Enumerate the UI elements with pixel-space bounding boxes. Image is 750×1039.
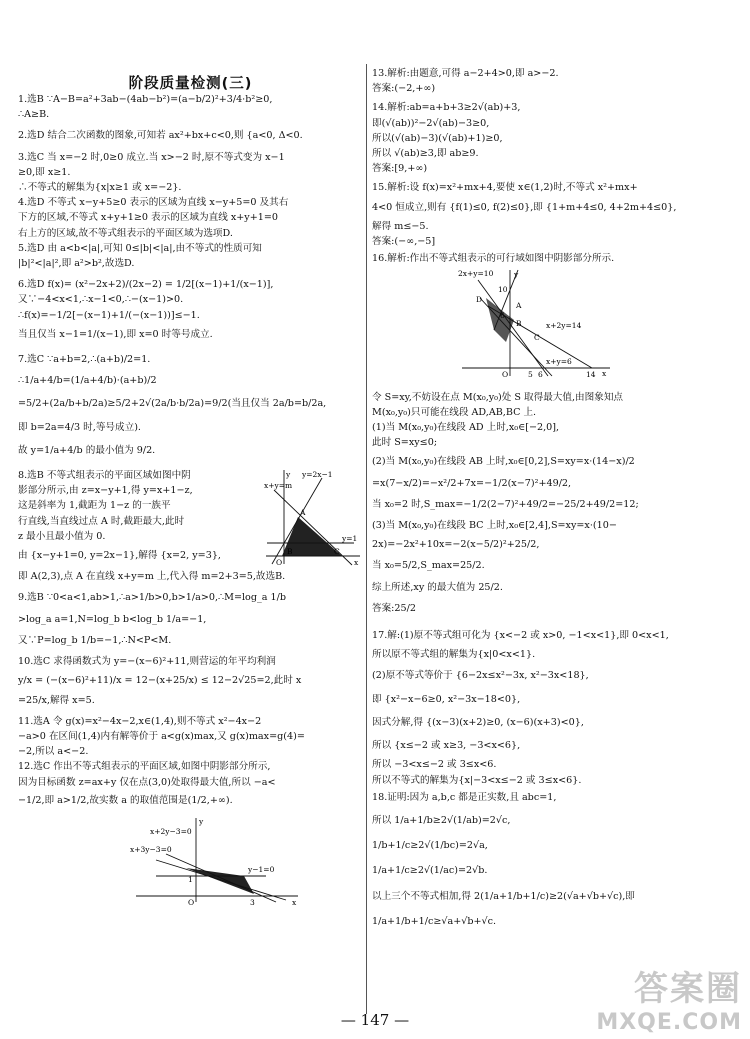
text-line: 7.选C ∵a+b=2,∴(a+b)/2=1.: [18, 354, 151, 366]
text-line: 即 b=2a=4/3 时,等号成立).: [18, 421, 141, 433]
fig8-label-A: A: [300, 508, 306, 518]
text-line: 2.选D 结合二次函数的图象,可知若 ax²+bx+c<0,则 {a<0, Δ<0.: [18, 130, 303, 142]
answer-6: [18, 277, 363, 342]
fig12-label-y: y: [199, 816, 204, 826]
text-line: y/x = (−(x−6)²+11)/x = 12−(x+25/x) ≤ 12−2√25=2,此时 x: [18, 675, 302, 687]
text-line: 10.选C 求得函数式为 y=−(x−6)²+11,则营运的年平均利润: [18, 656, 276, 668]
text-line: 16.解析:作出不等式组表示的可行域如图中阴影部分所示.: [372, 253, 615, 265]
text-line: 这是斜率为 1,截距为 1−z 的一族平: [18, 500, 171, 512]
fig16-label-6b: 6: [538, 370, 543, 380]
text-line: ≥0,即 x≥1.: [18, 166, 71, 178]
page-number: — 147 —: [340, 1011, 410, 1029]
fig16-label-line3: x+y=6: [546, 357, 572, 367]
text-line: 1/b+1/c≥2√(1/bc)=2√a,: [372, 840, 488, 852]
fig16-label-C: C: [534, 333, 540, 343]
text-line: 9.选B ∵0<a<1,ab>1,∴a>1/b>0,b>1/a>0,∴M=log_a 1/b: [18, 592, 287, 604]
answer-14: [372, 100, 734, 176]
fig8-label-line1: y=2x−1: [302, 470, 333, 480]
text-line: 令 S=xy,不妨设在点 M(x₀,y₀)处 S 取得最大值,由图象知点: [372, 391, 624, 403]
text-line: 13.解析:由题意,可得 a−2+4>0,即 a>−2.: [372, 68, 559, 79]
text-line: 5.选D 由 a<b<|a|,可知 0≤|b|<|a|,由不等式的性质可知: [18, 242, 262, 254]
text-line: (2)原不等式等价于 {6−2x≤x²−3x, x²−3x<18},: [372, 670, 589, 682]
text-line: −1/2,即 a>1/2,故实数 a 的取值范围是(1/2,+∞).: [18, 794, 233, 806]
text-line: 3.选C 当 x=−2 时,0≥0 成立.当 x>−2 时,原不等式变为 x−1: [18, 151, 285, 163]
text-line: (2)当 M(x₀,y₀)在线段 AB 上时,x₀∈[0,2],S=xy=x·(14−x)/2: [372, 456, 635, 468]
text-line: 即 A(2,3),点 A 在直线 x+y=m 上,代入得 m=2+3=5,故选B.: [18, 571, 286, 583]
text-line: ∴1/a+4/b=(1/a+4/b)·(a+b)/2: [18, 375, 157, 387]
text-line: 综上所述,xy 的最大值为 25/2.: [372, 581, 503, 593]
text-line: 所以不等式的解集为{x|−3<x≤−2 或 3≤x<6}.: [372, 774, 582, 786]
watermark-logo: 答案圈: [634, 969, 742, 1009]
fig8-label-C: C: [334, 547, 340, 557]
column-divider: [366, 64, 367, 1014]
fig8-label-line2: x+y=m: [264, 481, 293, 491]
fig16-label-D: D: [476, 295, 483, 305]
answer-11: [18, 714, 363, 760]
text-line: =25/x,解得 x=5.: [18, 694, 95, 706]
text-line: 当 x₀=2 时,S_max=−1/2(2−7)²+49/2=−25/2+49/2=12;: [372, 498, 639, 510]
text-line: =x(7−x/2)=−x²/2+7x=−1/2(x−7)²+49/2,: [372, 477, 572, 489]
fig16-label-14: 14: [586, 370, 596, 380]
fig16-label-y: y: [514, 270, 519, 280]
figure-12-region-graph: [126, 814, 306, 906]
text-line: ∴不等式的解集为{x|x≥1 或 x=−2}.: [18, 182, 182, 194]
answer-16: [372, 251, 734, 389]
text-line: 所以 −3<x≤−2 或 3≤x<6.: [372, 759, 497, 771]
text-line: ∴A≥B.: [18, 109, 50, 121]
text-line: 12.选C 作出不等式组表示的平面区域,如图中阴影部分所示,: [18, 761, 271, 773]
left-column: [18, 92, 363, 911]
text-line: −2,所以 a<−2.: [18, 746, 89, 758]
watermark: [596, 961, 742, 1035]
text-line: z 最小且最小值为 0.: [18, 530, 106, 542]
text-line: 此时 S=xy≤0;: [372, 437, 438, 449]
text-line: 8.选B 不等式组表示的平面区域如图中阴: [18, 470, 191, 482]
text-line: >log_a a=1,N=log_b b<log_b 1/a=−1,: [18, 613, 207, 625]
text-line: 所以 1/a+1/b≥2√(1/ab)=2√c,: [372, 814, 511, 826]
fig16-label-B: B: [516, 319, 522, 329]
text-line: 2x)=−2x²+10x=−2(x−5/2)²+25/2,: [372, 539, 540, 551]
fig8-label-x: x: [354, 558, 359, 568]
text-line: =5/2+(2a/b+b/2a)≥5/2+2√(2a/b·b/2a)=9/2(当且仅当 2a/b=b/2a,: [18, 398, 327, 410]
fig16-label-A: A: [516, 301, 522, 311]
fig16-label-line1: 2x+y=10: [458, 269, 494, 279]
answer-4: [18, 195, 363, 241]
fig12-label-O: O: [188, 897, 195, 906]
fig16-label-6: 6: [500, 311, 505, 321]
answer-9: [18, 590, 363, 648]
answer-7: [18, 352, 363, 458]
text-line: 1.选B ∵A−B=a²+3ab−(4ab−b²)=(a−b/2)²+3/4·b²≥0,: [18, 94, 273, 105]
fig8-label-O: O: [276, 558, 283, 568]
answer-3: [18, 150, 363, 196]
text-line: 又∵P=log_b 1/b=−1,∴N<P<M.: [18, 634, 172, 646]
answer-17: [372, 628, 734, 788]
text-line: 下方的区域,不等式 x+y+1≥0 表示的区域为直线 x+y+1=0: [18, 212, 279, 224]
text-line: 4<0 恒成立,则有 {f(1)≤0, f(2)≤0},即 {1+m+4≤0, 4+2m+4≤0},: [372, 201, 677, 213]
text-line: 答案:(−2,+∞): [372, 83, 436, 95]
answer-12: [18, 759, 363, 808]
text-line: 当 x₀=5/2,S_max=25/2.: [372, 560, 485, 572]
fig12-label-line3: y−1=0: [248, 864, 275, 874]
text-line: 14.解析:ab=a+b+3≥2√(ab)+3,: [372, 102, 521, 114]
text-line: 故 y=1/a+4/b 的最小值为 9/2.: [18, 444, 156, 456]
text-line: 即(√(ab))²−2√(ab)−3≥0,: [372, 117, 490, 129]
fig12-label-x: x: [292, 897, 297, 906]
right-column: [372, 66, 734, 929]
text-line: (3)当 M(x₀,y₀)在线段 BC 上时,x₀∈[2,4],S=xy=x·(10−: [372, 520, 617, 532]
text-line: (1)当 M(x₀,y₀)在线段 AD 上时,x₀∈[−2,0],: [372, 422, 560, 434]
text-line: 因式分解,得 {(x−3)(x+2)≥0, (x−6)(x+3)<0},: [372, 716, 584, 728]
text-line: −a>0 在区间(1,4)内有解等价于 a<g(x)max,又 g(x)max=g(4)=: [18, 730, 305, 742]
answer-16-solution: [372, 390, 734, 616]
text-line: 4.选D 不等式 x−y+5≥0 表示的区域为直线 x−y+5=0 及其右: [18, 197, 289, 209]
text-line: M(x₀,y₀)只可能在线段 AD,AB,BC 上.: [372, 406, 537, 418]
answer-18: [372, 790, 734, 929]
text-line: 1/a+1/c≥2√(1/ac)=2√b.: [372, 865, 488, 877]
fig16-label-O: O: [502, 370, 509, 380]
fig16-label-5: 5: [528, 370, 533, 380]
text-line: 即 {x²−x−6≥0, x²−3x−18<0},: [372, 693, 521, 705]
fig8-label-B: B: [287, 547, 293, 557]
answer-5: [18, 241, 363, 271]
section-title: 阶段质量检测(三): [128, 76, 253, 92]
text-line: 由 {x−y+1=0, y=2x−1},解得 {x=2, y=3},: [18, 550, 221, 562]
answer-10: [18, 654, 363, 708]
text-line: 18.证明:因为 a,b,c 都是正实数,且 abc=1,: [372, 791, 557, 803]
fig12-label-line1: x+2y−3=0: [150, 826, 192, 836]
text-line: 1/a+1/b+1/c≥√a+√b+√c.: [372, 915, 497, 927]
text-line: 15.解析:设 f(x)=x²+mx+4,要使 x∈(1,2)时,不等式 x²+mx+: [372, 182, 638, 194]
text-line: 行直线,当直线过点 A 时,截距最大,此时: [18, 515, 185, 527]
text-line: |b|²<|a|²,即 a²>b²,故选D.: [18, 258, 135, 270]
text-line: 答案:25/2: [372, 602, 416, 614]
watermark-url: MXQE.COM: [596, 1010, 742, 1035]
fig12-label-line2: x+3y−3=0: [130, 844, 172, 854]
fig16-label-line2: x+2y=14: [546, 321, 582, 331]
text-line: 答案:(−∞,−5]: [372, 236, 436, 248]
fig12-label-1: 1: [188, 874, 193, 884]
text-line: 所以(√(ab)−3)(√(ab)+1)≥0,: [372, 132, 503, 144]
text-line: 以上三个不等式相加,得 2(1/a+1/b+1/c)≥2(√a+√b+√c),即: [372, 890, 635, 902]
figure-16-feasible-region-graph: [452, 268, 612, 384]
text-line: 所以 √(ab)≥3,即 ab≥9.: [372, 148, 479, 160]
fig8-label-y: y: [286, 470, 291, 480]
answer-2: [18, 128, 363, 143]
text-line: 答案:[9,+∞): [372, 163, 428, 175]
text-line: 因为目标函数 z=ax+y 仅在点(3,0)处取得最大值,所以 −a<: [18, 776, 276, 788]
answer-15: [372, 180, 734, 249]
text-line: 当且仅当 x−1=1/(x−1),即 x=0 时等号成立.: [18, 328, 213, 340]
answer-13: [372, 66, 734, 96]
text-line: 右上方的区域,故不等式组表示的平面区域为选项D.: [18, 227, 233, 239]
text-line: ∴f(x)=−1/2[−(x−1)+1/(−(x−1))]≤−1.: [18, 309, 200, 321]
text-line: 所以原不等式组的解集为{x|0<x<1}.: [372, 649, 536, 661]
figure-8-region-graph: [262, 468, 362, 568]
fig12-label-3: 3: [250, 897, 255, 906]
answer-1: [18, 92, 363, 122]
fig16-label-x: x: [602, 369, 607, 379]
text-line: 17.解:(1)原不等式组可化为 {x<−2 或 x>0, −1<x<1},即 0<x<1,: [372, 630, 669, 642]
fig16-label-10: 10: [498, 285, 508, 295]
answer-8: [18, 468, 363, 584]
fig8-label-line3: y=1: [342, 534, 358, 544]
text-line: 所以 {x≤−2 或 x≥3, −3<x<6},: [372, 740, 521, 752]
text-line: 又∵−4<x<1,∴x−1<0,∴−(x−1)>0.: [18, 294, 184, 306]
text-line: 解得 m≤−5.: [372, 220, 429, 232]
text-line: 11.选A 令 g(x)=x²−4x−2,x∈(1,4),则不等式 x²−4x−2: [18, 715, 262, 727]
text-line: 影部分所示,由 z=x−y+1,得 y=x+1−z,: [18, 485, 193, 497]
text-line: 6.选D f(x)= (x²−2x+2)/(2x−2) = 1/2[(x−1)+1/(x−1)],: [18, 279, 274, 291]
